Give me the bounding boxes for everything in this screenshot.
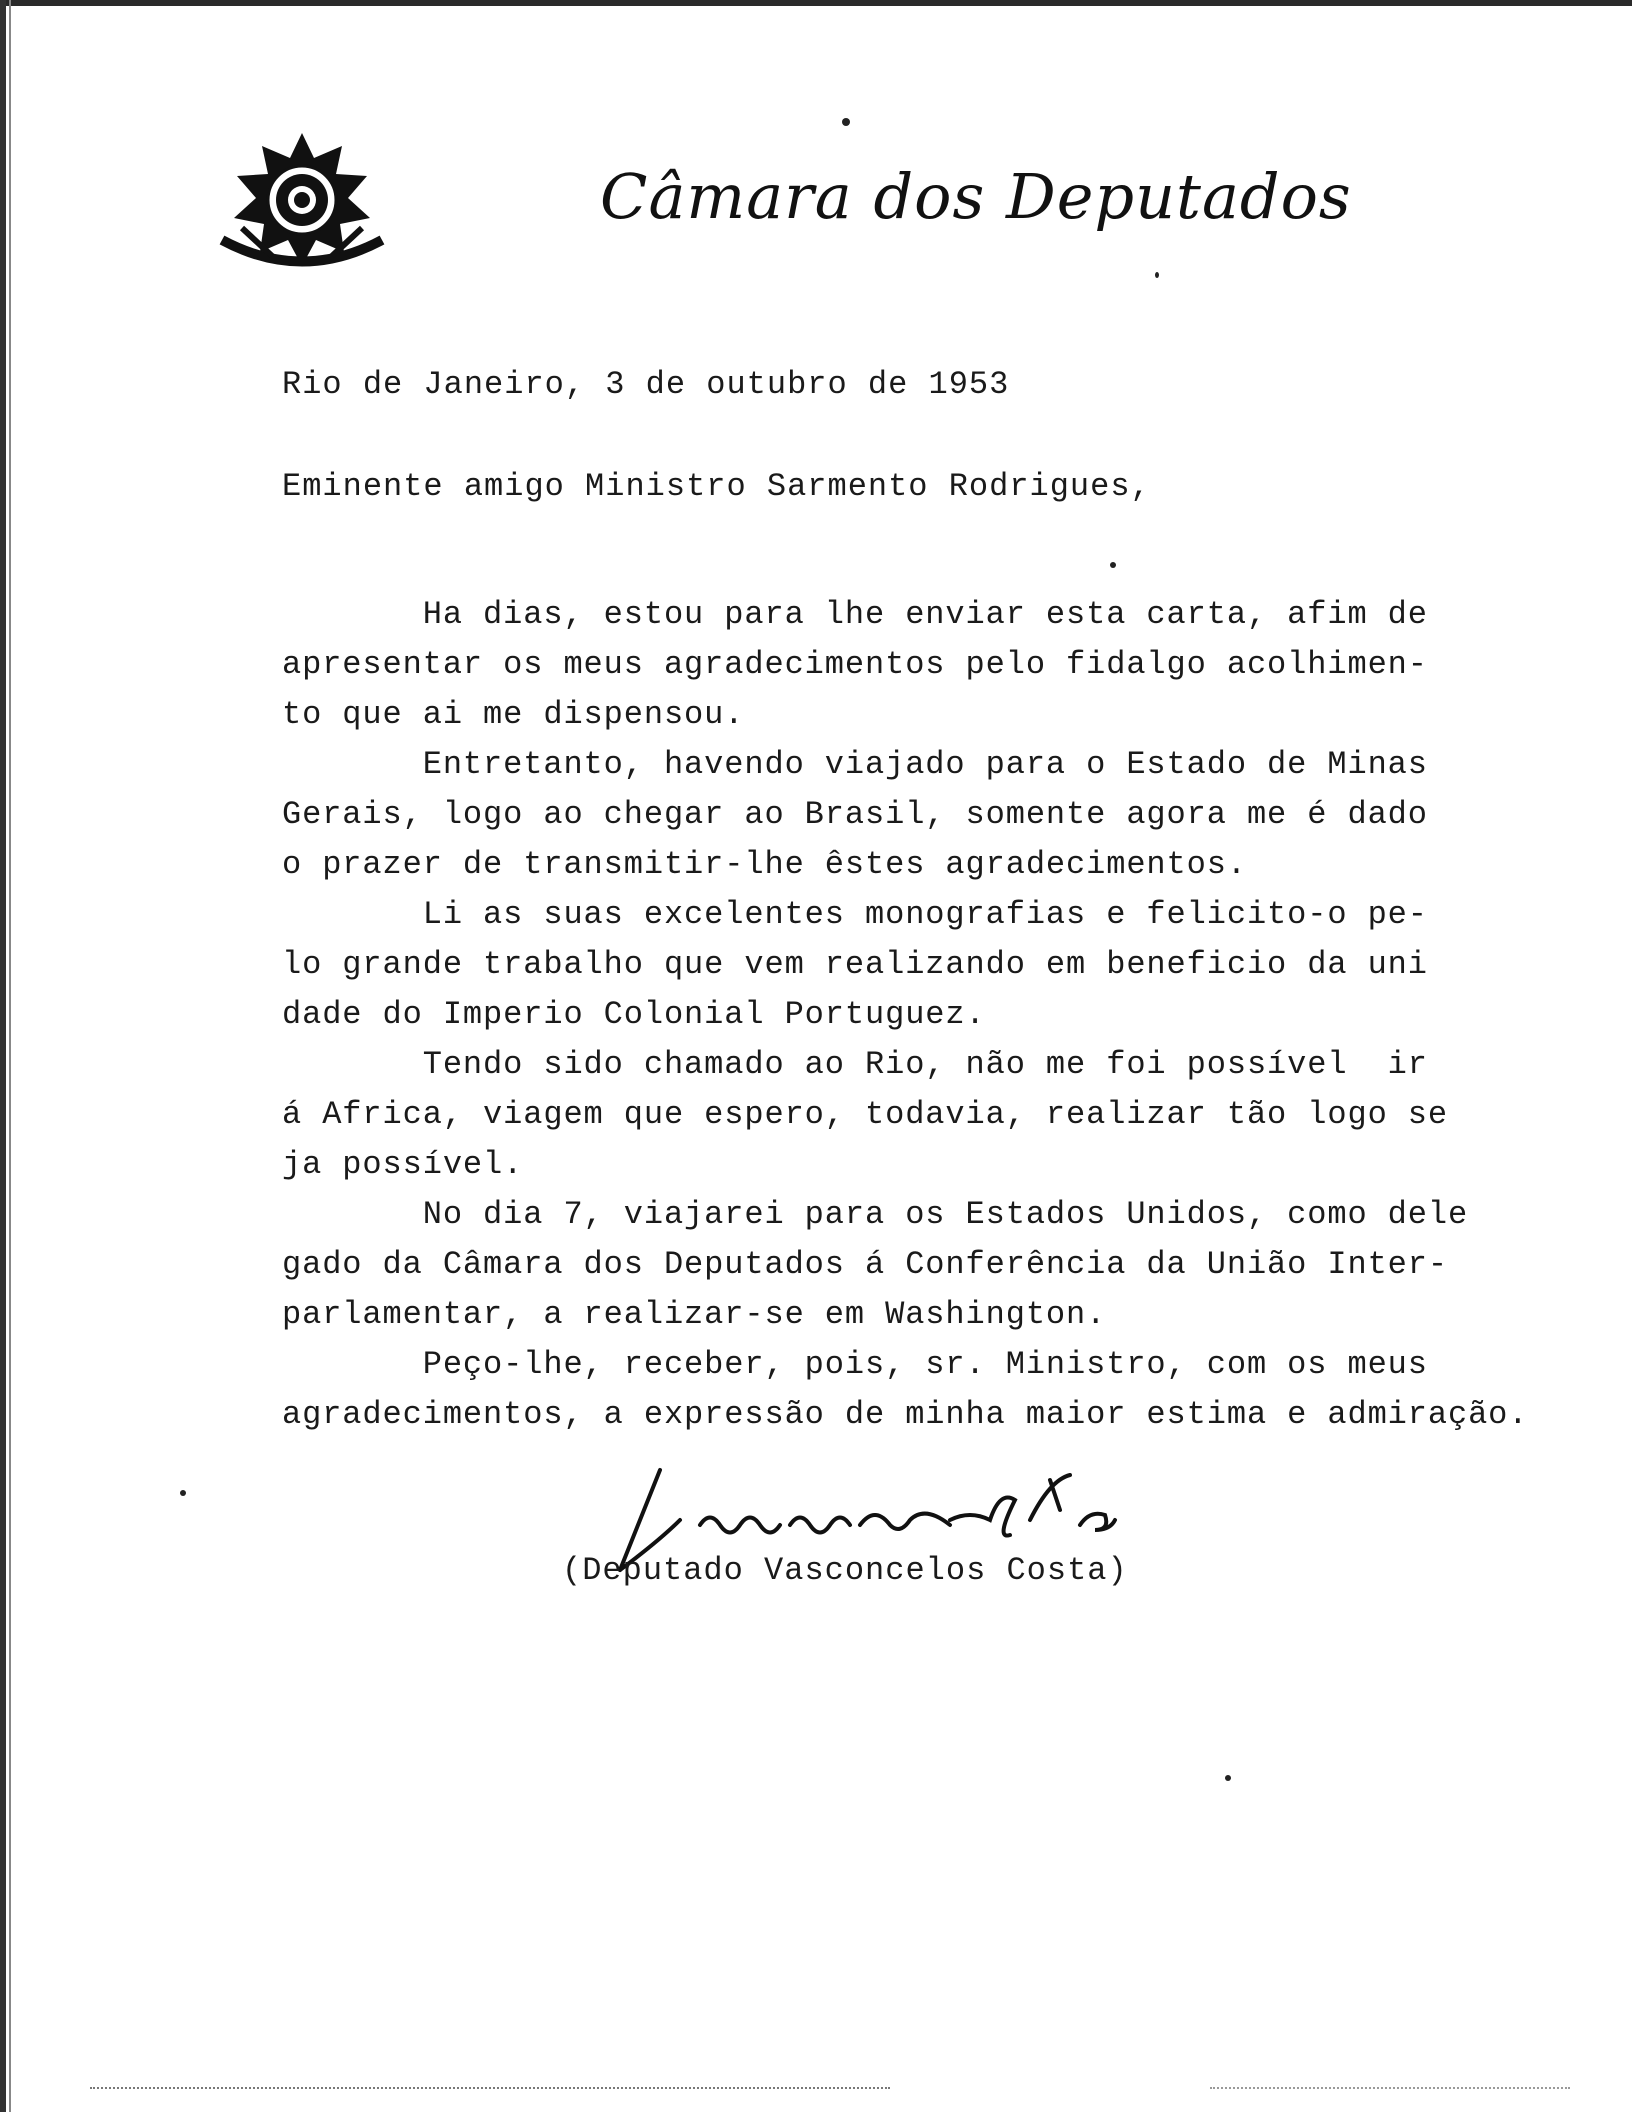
page-border-top [0, 0, 1632, 6]
body-line: Li as suas excelentes monografias e felicito-o pe- [282, 896, 1428, 933]
body-line: dade do Imperio Colonial Portuguez. [282, 996, 986, 1033]
body-line: No dia 7, viajarei para os Estados Unidos, como dele [282, 1196, 1469, 1233]
body-line: lo grande trabalho que vem realizando em beneficio da uni [282, 946, 1428, 983]
ink-speck [1155, 272, 1159, 278]
bottom-scan-edge [90, 2087, 890, 2089]
ink-speck [842, 118, 850, 126]
ink-speck [1225, 1775, 1231, 1781]
page-border-left [0, 0, 6, 2112]
body-line: ja possível. [282, 1146, 524, 1183]
body-line: á Africa, viagem que espero, todavia, realizar tão logo se [282, 1096, 1448, 1133]
body-line: gado da Câmara dos Deputados á Conferência da União Inter- [282, 1246, 1448, 1283]
letterhead-title: Câmara dos Deputados [600, 160, 1352, 233]
body-line: Entretanto, havendo viajado para o Estado de Minas [282, 746, 1428, 783]
body-line: Gerais, logo ao chegar ao Brasil, somente agora me é dado [282, 796, 1428, 833]
date-line: Rio de Janeiro, 3 de outubro de 1953 [282, 366, 1010, 403]
body-line: parlamentar, a realizar-se em Washington. [282, 1296, 1107, 1333]
body-line: agradecimentos, a expressão de minha maior estima e admiração. [282, 1396, 1529, 1433]
bottom-scan-edge [1210, 2087, 1570, 2089]
body-line: Peço-lhe, receber, pois, sr. Ministro, com os meus [282, 1346, 1428, 1383]
ink-speck [1110, 562, 1116, 568]
body-line: to que ai me dispensou. [282, 696, 745, 733]
coat-of-arms-seal-icon [212, 128, 392, 283]
typed-signature-name: (Deputado Vasconcelos Costa) [562, 1552, 1128, 1589]
ink-speck [180, 1490, 186, 1496]
body-line: o prazer de transmitir-lhe êstes agradecimentos. [282, 846, 1247, 883]
body-line: Ha dias, estou para lhe enviar esta carta, afim de [282, 596, 1428, 633]
body-line: apresentar os meus agradecimentos pelo fidalgo acolhimen- [282, 646, 1428, 683]
page-border-inner-left [9, 0, 11, 2112]
salutation: Eminente amigo Ministro Sarmento Rodrigues, [282, 468, 1151, 505]
body-line: Tendo sido chamado ao Rio, não me foi possível ir [282, 1046, 1428, 1083]
